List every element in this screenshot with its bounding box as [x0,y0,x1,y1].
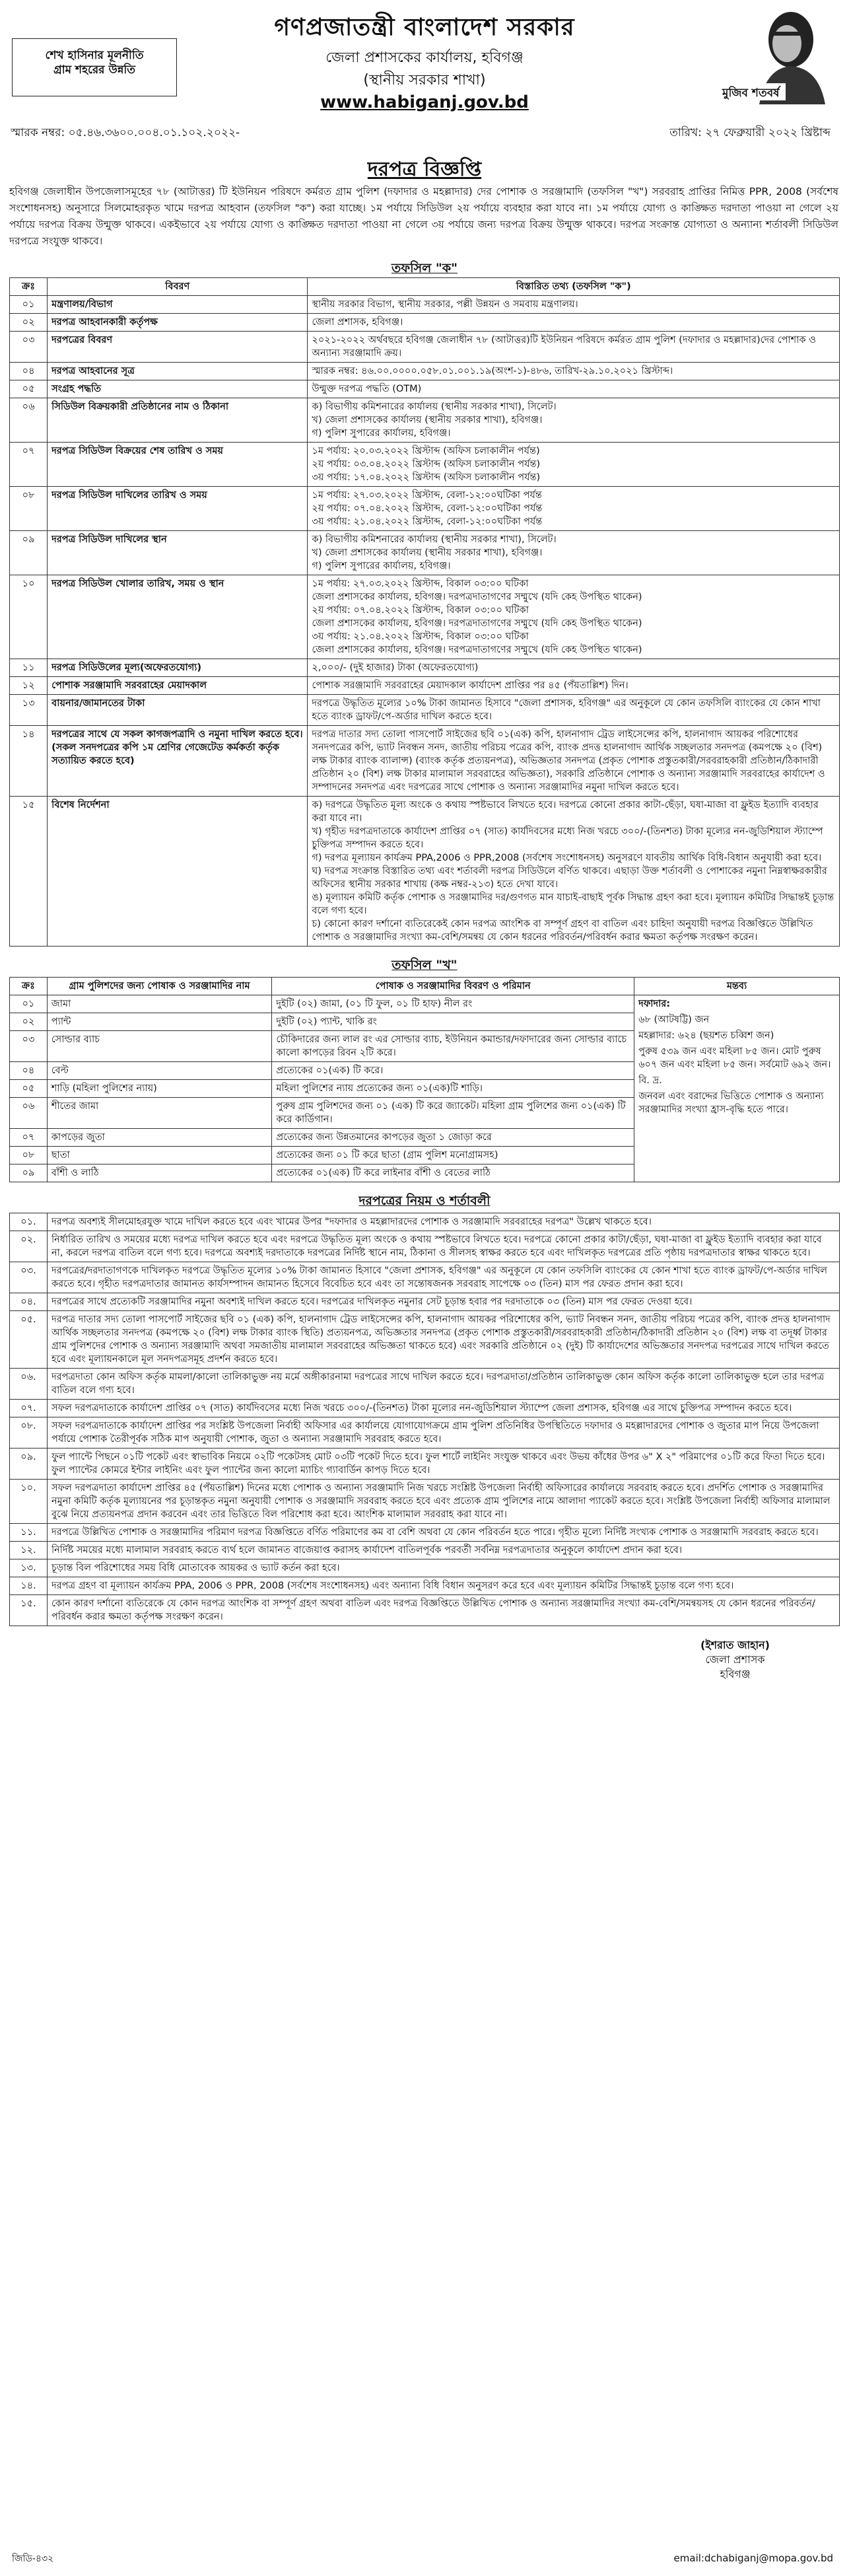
signatory-name: (ইশরাত জাহান) [700,1639,770,1651]
item-name: প্যান্ট [47,1013,272,1031]
terms-table [9,1213,840,1626]
terms-row [10,1311,840,1369]
row-details: ২,০০০/- (দুই হাজার) টাকা (অফেরতযোগ্য) [308,659,840,677]
website-link[interactable]: www.habiganj.gov.bd [320,92,529,112]
item-specification: চৌকিদারের জন্য লাল রং এর সোল্ডার ব্যাচ, ইউনিয়ন কমান্ডার/দফাদারের জন্য সোল্ডার ব্যাচে কালো কাপড়ের রিবন ২টি করে। [272,1031,634,1062]
terms-row [10,1369,840,1400]
schedule-b-title: তফসিল "খ" [391,958,458,972]
row-description: বিশেষ নির্দেশনা [48,797,308,947]
row-description: দরপত্র আহবানকারী কর্তৃপক্ষ [48,314,308,332]
remarks-title: দফাদার: [638,999,671,1009]
row-details: ২০২১-২০২২ অর্থবছরে হবিগঞ্জ জেলাধীন ৭৮ (আটাত্তর)টি ইউনিয়ন পরিষদে কর্মরত গ্রাম পুলিশ (দফাদার ও মহল্লাদার)দের পোশাক ও অন্যান্য সরঞ্জামাদি ক্রয়। [308,332,840,363]
row-details: ক) বিভাগীয় কমিশনারের কার্যালয় (স্থানীয় সরকার শাখা), সিলেট। খ) জেলা প্রশাসকের কার্যালয় (স্থানীয় সরকার শাখা), হবিগঞ্জ। গ) পুলিশ সুপারের কার্যালয়, হবিগঞ্জ। [308,398,840,443]
signature-block [700,1638,770,1682]
term-text: সফল দরপত্রদাতাকে কার্যাদেশ প্রাপ্তির ০৭ (সাত) কার্যদিবসের মধ্যে নিজ খরচে ৩০০/-(তিনশত) টাকা মূল্যের নন-জুডিশিয়াল স্ট্যাম্পে জেলা প্রশাসক, হবিগঞ্জ এর সাথে চুক্তিপত্র সম্পাদন করতে হবে। [48,1400,840,1417]
item-specification: প্রত্যেকের ০১(এক) টি করে লাইনার বাঁশী ও বেতের লাঠি [272,1164,634,1182]
row-description: বায়নার/জামানতের টাকা [48,695,308,726]
item-serial: ০৩ [10,1031,48,1062]
row-serial: ১১ [10,659,48,677]
schedule-a-row [10,797,840,947]
item-specification: মহিলা পুলিশের ন্যায় প্রত্যেকের জন্য ০১(এক)টি শাড়ি। [272,1080,634,1098]
item-serial: ০৯ [10,1164,48,1182]
term-number: ০২. [10,1231,48,1262]
schedule-a-row [10,659,840,677]
row-details: ক) বিভাগীয় কমিশনারের কার্যালয় (স্থানীয় সরকার শাখা), সিলেট। খ) জেলা প্রশাসকের কার্যালয় (স্থানীয় সরকার শাখা), হবিগঞ্জ। গ) পুলিশ সুপারের কার্যালয়, হবিগঞ্জ। [308,531,840,575]
schedule-a-row [10,398,840,443]
schedule-a-row [10,575,840,659]
row-details: উন্মুক্ত দরপত্র পদ্ধতি (OTM) [308,380,840,398]
schedule-a-row [10,332,840,363]
letterhead [0,0,849,139]
row-serial: ০৫ [10,380,48,398]
row-serial: ১০ [10,575,48,659]
term-text: দরপত্রের সাথে প্রত্যেকটি সরঞ্জামাদির নমুনা অবশ্যই দাখিল করতে হবে। দরপত্রের দাখিলকৃত নমুনার সেট চূড়ান্ত হবার পর দরদাতাকে ০৩ (তিন) মাস পর ফেরত দেওয়া হবে। [48,1293,840,1311]
schedule-a-row [10,726,840,797]
schedule-a-row [10,531,840,575]
office-name: জেলা প্রশাসকের কার্যালয়, হবিগঞ্জ [325,50,524,66]
row-description: মন্ত্রণালয়/বিভাগ [48,296,308,314]
row-serial: ০৩ [10,332,48,363]
gd-code: জিডি-৪৩২ [12,2554,54,2564]
term-text: নির্ধারিত তারিখ ও সময়ের মধ্যে দরপত্র দাখিল করতে হবে এবং দরপত্রে উদ্ধৃতিত মূল্য অংকে ও কথায় স্পষ্টভাবে লিখতে হবে। দরপত্রে কোনো প্রকার কাটা/ছেঁড়া, ঘষা-মাজা বা ফ্লুইড ইত্যাদি ব্যবহার করা যাবে না, করলে দরপত্র বাতিল বলে গণ্য হবে। দরপত্রে অবশ্যই দরদাতাকে দরপত্রের নির্দিষ্ট স্থানে নাম, ঠিকানা ও সীলসহ স্বাক্ষর করতে হবে এবং দাখিলকৃত দরপত্রের প্রতি পৃষ্ঠায় দরপত্রদাতার স্বাক্ষর থাকতে হবে। [48,1231,840,1262]
row-details: দরপত্র দাতার সদ্য তোলা পাসপোর্ট সাইজের ছবি ০১(এক) কপি, হালনাগাদ ট্রেড লাইসেন্সের কপি, হালনাগাদ আয়কর পরিশোধের সনদপত্রের কপি, ভ্যাট নিবন্ধন সনদ, জাতীয় পরিচয় পত্রের কপি, ব্যাংক প্রদত্ত হালনাগাদ আর্থিক সচ্ছলতার সনদপত্র (কমপক্ষে ২০ (বিশ) লক্ষ টাকার ব্যাংক ব্যালান্স) (ব্যাংক কর্তৃক প্রত্যয়নপত্র), অভিজ্ঞতার সনদপত্র (প্রকৃত পোশাক প্রস্তুতকারী/সরবরাহকারী প্রতিষ্ঠান/ঠিকাদারী প্রতিষ্ঠান ২০ (বিশ) লক্ষ টাকার মালামাল সরবরাহের অভিজ্ঞতা), সরকারি প্রতিষ্ঠানে পোশাক ও অন্যান্য সরঞ্জামাদি সরবরাহের কার্যাদেশ ও সম্পাদনের সনদপত্র এবং দরপত্রের সাথে পোশাক ও অন্যান্য সরঞ্জামাদির নমুনা দাখিল করতে হবে। [308,726,840,797]
row-description: দরপত্র সিডিউলের মূল্য(অফেরতযোগ্য) [48,659,308,677]
item-specification: প্রত্যেকের জন্য উন্নতমানের কাপড়ের জুতা ১ জোড়া করে [272,1129,634,1147]
government-title: গণপ্রজাতন্ত্রী বাংলাদেশ সরকার [274,14,575,41]
terms-row [10,1231,840,1262]
row-description: দরপত্রের সাথে যে সকল কাগজপত্রাদি ও নমুনা দাখিল করতে হবে। (সকল সনদপত্রের কপি ১ম শ্রেণির গেজেটেড কর্মকর্তা কর্তৃক সত্যায়িত করতে হবে) [48,726,308,797]
item-name: কাপড়ের জুতা [47,1129,272,1147]
item-serial: ০১ [10,995,48,1013]
slogan-line-2: গ্রাম শহরের উন্নতি [53,63,136,77]
schedule-a-header: বিবরণ [48,278,308,296]
term-text: দরপত্রের/দরদাতাগণকে দাখিলকৃত দরপত্রে উদ্ধৃতিত মূল্যের ১০% টাকা জামানত হিসাবে "জেলা প্রশাসক, হবিগঞ্জ" এর অনুকূলে যে কোন তফসিলি ব্যাংকের যে কোন শাখা হতে ব্যাংক ড্রাফট/পে-অর্ডার দাখিল করতে হবে। গৃহীত দরপত্রদাতার জামানত কার্যসম্পাদন জামানত হিসেবে বিবেচিত হবে এবং তা সন্তোষজনক সরবরাহ সাপেক্ষে ০৩ (তিন) মাস পর ফেরত প্রদান করা হবে। [48,1262,840,1293]
row-description: সংগ্রহ পদ্ধতি [48,380,308,398]
term-text: দরপত্র দাতার সদ্য তোলা পাসপোর্ট সাইজের ছবি ০১ (এক) কপি, হালনাগাদ ট্রেড লাইসেন্সের কপি, হালনাগাদ আয়কর পরিশোধের কপি, ভ্যাট নিবন্ধন সনদ, জাতীয় পরিচয় পত্রের কপি, ব্যাংক প্রদত্ত হালনাগাদ আর্থিক সচ্ছলতার সনদপত্র (কমপক্ষে ২০ (বিশ) লক্ষ টাকার ব্যাংক স্থিতি) প্রত্যয়নপত্র, অভিজ্ঞতার সনদপত্র (প্রকৃত পোশাক প্রস্তুতকারী/সরবরাহকারী প্রতিষ্ঠান/ঠিকাদারী প্রতিষ্ঠান ২০ (বিশ) লক্ষ বা তদূর্ধ্ব টাকার গ্রাম পুলিশদের পোশাক ও অন্যান্য সরঞ্জামাদি অথবা সমজাতীয় মালামাল সরবরাহের অভিজ্ঞতা থাকতে হবে) এবং সরকারি প্রতিষ্ঠানে ০২ (দুই) টি কার্যাদেশের অভিজ্ঞতার সনদপত্র দরপত্রের সাথে দাখিল করতে হবে এবং মূল্যায়নকালে মূল সনদপত্রসমূহ প্রদর্শন করতে হবে। [48,1311,840,1369]
remarks-line: পুরুষ ৫৩৯ জন এবং মহিলা ৮৫ জন। মোট পুরুষ ৬০৭ জন এবং মহিলা ৮৫ জন। সর্বমোট ৬৯২ জন। [638,1046,831,1070]
remarks-cell [634,995,840,1182]
term-number: ০৫. [10,1311,48,1369]
term-number: ০১. [10,1213,48,1231]
row-serial: ০৭ [10,443,48,487]
term-number: ১১. [10,1524,48,1542]
schedule-a-row [10,314,840,332]
schedule-b-table [9,977,840,1182]
row-details: ১ম পর্যায়: ২৭.০৩.২০২২ খ্রিস্টাব্দ, বেলা-১২:০০ঘটিকা পর্যন্ত ২য় পর্যায়: ০৭.০৪.২০২২ খ্রিস্টাব্দ, বেলা-১২:০০ঘটিকা পর্যন্ত ৩য় পর্যায়: ২১.০৪.২০২২ খ্রিস্টাব্দ, বেলা-১২:০০ঘটিকা পর্যন্ত [308,487,840,531]
term-number: ১৪. [10,1577,48,1595]
item-name: জামা [47,995,272,1013]
schedule-b-header: ক্রঃ [10,978,48,995]
term-number: ০৯. [10,1449,48,1480]
item-specification: প্রত্যেকের জন্য ০১ টি করে ছাতা (গ্রাম পুলিশ মনোগ্রামসহ) [272,1147,634,1164]
row-serial: ০২ [10,314,48,332]
term-text: দরপত্র গ্রহণ বা মূল্যায়ন কার্যক্রম PPA, 2006 ও PPR, 2008 (সর্বশেষ সংশোধনসহ) এবং অন্যান্য বিধি বিধান অনুসরণ করে হবে এবং মূল্যায়ন কমিটির সিদ্ধান্তই চূড়ান্ত বলে গণ্য হবে। [48,1577,840,1595]
item-name: বেল্ট [47,1062,272,1080]
term-text: দরপত্রে উল্লিখিত পোশাক ও সরঞ্জামাদির পরিমাণ দরপত্র বিজ্ঞপ্তিতে বর্ণিত পরিমাণের কম বা বেশি অথবা যে কোন পরিবর্তন হতে পারে। গৃহীত মূল্যে নির্দিষ্ট সংখ্যক পোশাক ও সরঞ্জামাদি সরবরাহ করতে হবে। [48,1524,840,1542]
item-specification: দুইটি (০২) জামা, (০১ টি ফুল, ০১ টি হাফ) নীল রং [272,995,634,1013]
remarks-line: বি. দ্র. [638,1075,662,1086]
terms-row [10,1400,840,1417]
item-serial: ০২ [10,1013,48,1031]
schedule-b-header: পোষাক ও সরঞ্জামাদির বিবরণ ও পরিমান [272,978,634,995]
remarks-line: জনবল এবং বরাদ্দের ভিত্তিতে পোশাক ও অন্যান্য সরঞ্জামাদির সংখ্যা হ্রাস-বৃদ্ধি হতে পারে। [638,1091,824,1115]
memo-number: স্মারক নম্বর: ০৫.৪৬.৩৬০০.০০৪.০১.১০২.২০২২- [11,126,240,139]
row-description: দরপত্র সিডিউল দাখিলের তারিখ ও সময় [48,487,308,531]
notice-title: দরপত্র বিজ্ঞপ্তি [367,158,482,181]
row-details: ১ম পর্যায়: ২৭.০৩.২০২২ খ্রিস্টাব্দ, বিকাল ০৩:০০ ঘটিকা জেলা প্রশাসকের কার্যালয়, হবিগঞ্জ। দরপত্রদাতাগণের সম্মুখে (যদি কেহ উপস্থিত থাকেন) ২য় পর্যায়: ০৭.০৪.২০২২ খ্রিস্টাব্দ, বিকাল ০৩:০০ ঘটিকা জেলা প্রশাসকের কার্যালয়, হবিগঞ্জ। দরপত্রদাতাগণের সম্মুখে (যদি কেহ উপস্থিত থাকেন) ৩য় পর্যায়: ২১.০৪.২০২২ খ্রিস্টাব্দ, বিকাল ০৩:০০ ঘটিকা জেলা প্রশাসকের কার্যালয়, হবিগঞ্জ। দরপত্রদাতাগণের সম্মুখে (যদি কেহ উপস্থিত থাকেন) [308,575,840,659]
term-text: নির্দিষ্ট সময়ের মধ্যে মালামাল সরবরাহ করতে ব্যর্থ হলে জামানত বাজেয়াপ্ত করাসহ কার্যাদেশ বাতিলপূর্বক পরবর্তী সর্বনিম্ন দরপত্রদাতার অনুকূলে কার্যাদেশ প্রদান করা হবে। [48,1542,840,1559]
terms-row [10,1595,840,1626]
item-serial: ০৮ [10,1147,48,1164]
row-description: দরপত্র আহবানের সূত্র [48,363,308,380]
row-serial: ১৫ [10,797,48,947]
schedule-b-header: গ্রাম পুলিশদের জন্য পোষাক ও সরঞ্জামাদির নাম [47,978,272,995]
logo-caption: মুজিব শতবর্ষ [722,87,780,100]
row-details: জেলা প্রশাসক, হবিগঞ্জ। [308,314,840,332]
schedule-a-row [10,380,840,398]
term-number: ১০. [10,1480,48,1524]
term-text: ফুল প্যান্টে পিছনে ০১টি পকেট এবং স্বাভাবিক নিয়মে ০২টি পকেটসহ মোট ০৩টি পকেট দিতে হবে। ফুল শার্টে লাইনিং সংযুক্ত থাকবে এবং উভয় কাঁধের উপর ৬" X ২" পরিমাপের ০১টি করে ফিতা দিতে হবে। ফুল প্যান্টের কোমরে ইন্টার লাইনিং এবং ফুল প্যান্টের জন্য কালো ম্যাচিং গ্যাবার্ডিন কাপড় দিতে হবে। [48,1449,840,1480]
term-number: ০৩. [10,1262,48,1293]
schedule-a-table [9,277,840,947]
item-name: শীতের জামা [47,1098,272,1129]
term-text: চূড়ান্ত বিল পরিশোধের সময় বিধি মোতাবেক আয়কর ও ভ্যাট কর্তন করা হবে। [48,1559,840,1577]
terms-row [10,1293,840,1311]
terms-row [10,1262,840,1293]
row-serial: ০৪ [10,363,48,380]
terms-row [10,1524,840,1542]
item-specification: পুরুষ গ্রাম পুলিশদের জন্য ০১ (এক) টি করে জ্যাকেট। মহিলা গ্রাম পুলিশের জন্য ০১(এক) টি করে কার্ডিগান। [272,1098,634,1129]
row-details: পোশাক সরঞ্জামাদি সরবরাহের মেয়াদকাল কার্যাদেশ প্রাপ্তির পর ৪৫ (পঁয়তাল্লিশ) দিন। [308,677,840,695]
schedule-a-header: বিস্তারিত তথ্য (তফসিল "ক") [308,278,840,296]
signatory-designation: জেলা প্রশাসক [705,1653,765,1666]
term-text: দরপত্রদাতা কোন অফিস কর্তৃক মামলা/কালো তালিকাভুক্ত নয় মর্মে অঙ্গীকারনামা দরপত্রের সাথে দাখিল করতে হবে। দরপত্রদাতা/প্রতিষ্ঠান তালিকাভুক্ত কোন অফিস কর্তৃক কালো তালিকাভুক্ত হলে তার দরপত্র বাতিল বলে গণ্য হবে। [48,1369,840,1400]
schedule-a-row [10,487,840,531]
row-serial: ১২ [10,677,48,695]
schedule-b-row [10,995,840,1013]
term-number: ১২. [10,1542,48,1559]
row-details: ক) দরপত্রে উদ্ধৃতিত মূল্য অংকে ও কথায় স্পষ্টভাবে লিখতে হবে। দরপত্রে কোনো প্রকার কাটা-ছেঁড়া, ঘষা-মাজা বা ফ্লুইড ইত্যাদি ব্যবহার করা যাবে না। খ) গৃহীত দরপত্রদাতাকে কার্যাদেশ প্রাপ্তির ০৭ (সাত) কার্যদিবসের মধ্যে নিজ খরচে ৩০০/-(তিনশত) টাকা মূল্যের নন-জুডিশিয়াল স্ট্যাম্পে চুক্তিপত্র সম্পাদন করতে হবে। গ) দরপত্র মূল্যায়ন কার্যক্রম PPA,2006 ও PPR,2008 (সর্বশেষ সংশোধনসহ) অনুসরণে যাবতীয় আর্থিক বিধি-বিধান অনুযায়ী করা হবে। ঘ) দরপত্র সংক্রান্ত বিস্তারিত তথ্য এবং শর্তাবলী দরপত্র সিডিউলে বর্ণিত থাকবে। এছাড়া উক্ত শর্তাবলী ও পোশাকের নমুনা নিম্নস্বাক্ষরকারীর অফিসের স্থানীয় সরকার শাখায় (কক্ষ নম্বর-২১৩) হতে দেখা যাবে। ঙ) মূল্যায়ন কমিটি কর্তৃক পোশাক ও সরঞ্জামাদির দর/গুণগত মান যাচাই-বাছাই পূর্বক সিদ্ধান্ত গ্রহণ করা হবে। মূল্যায়ন কমিটির সিদ্ধান্তই চূড়ান্ত বলে গণ্য হবে। চ) কোনো কারণ দর্শানো ব্যতিরেকেই কোন দরপত্র আংশিক বা সম্পূর্ণ গ্রহণ বা বাতিল এবং চাহিদা অনুযায়ী দরপত্র বিজ্ঞপ্তিতে উল্লিখিত পোশাক ও সরঞ্জামাদির সংখ্যা কম-বেশি/সমন্বয় যে কোন ধরনের পরিবর্তন/পরিবর্ধন করার ক্ষমতা কর্তৃপক্ষ সংরক্ষণ করেন। [308,797,840,947]
row-details: স্থানীয় সরকার বিভাগ, স্থানীয় সরকার, পল্লী উন্নয়ন ও সমবায় মন্ত্রণালয়। [308,296,840,314]
item-serial: ০৪ [10,1062,48,1080]
term-number: ০৪. [10,1293,48,1311]
mujib-borsho-logo-icon [713,5,832,104]
schedule-a-row [10,296,840,314]
item-name: ছাতা [47,1147,272,1164]
terms-row [10,1213,840,1231]
remarks-line: ৬৮ (আটষট্টি) জন [638,1015,710,1025]
row-description: সিডিউল বিক্রয়কারী প্রতিষ্ঠানের নাম ও ঠিকানা [48,398,308,443]
term-number: ০৭. [10,1400,48,1417]
row-description: দরপত্র সিডিউল দাখিলের স্থান [48,531,308,575]
row-serial: ০১ [10,296,48,314]
notice-date: তারিখ: ২৭ ফেব্রুয়ারী ২০২২ খ্রিষ্টাব্দ [669,126,831,139]
term-text: দরপত্র অবশ্যই সীলমোহরযুক্ত খামে দাখিল করতে হবে এবং খামের উপর "দফাদার ও মহল্লাদারদের পোশাক ও সরঞ্জামাদি সরবরাহের দরপত্র" উল্লেখ থাকতে হবে। [48,1213,840,1231]
item-name: বাঁশী ও লাঠি [47,1164,272,1182]
row-serial: ০৮ [10,487,48,531]
schedule-b-header: মন্তব্য [634,978,840,995]
contact-email[interactable]: email:dchabiganj@mopa.gov.bd [673,2552,833,2564]
row-serial: ১৪ [10,726,48,797]
term-text: কোন কারণ দর্শানো ব্যতিরেকে যে কোন দরপত্র আংশিক বা সম্পূর্ণ গ্রহণ অথবা বাতিল এবং দরপত্র বিজ্ঞপ্তিতে উল্লিখিত পোশাক ও অন্যান্য সরঞ্জামাদির সংখ্যা কম-বেশি/সমন্বয়সহ যে কোন ধরনের পরিবর্তন/পরিবর্ধন করার ক্ষমতা কর্তৃপক্ষ সংরক্ষণ করেন। [48,1595,840,1626]
terms-row [10,1542,840,1559]
schedule-a-row [10,443,840,487]
row-details: ১ম পর্যায়: ২০.০৩.২০২২ খ্রিস্টাব্দ (অফিস চলাকালীন পর্যন্ত) ২য় পর্যায়: ০৩.০৪.২০২২ খ্রিস্টাব্দ (অফিস চলাকালীন পর্যন্ত) ৩য় পর্যায়: ১৭.০৪.২০২২ খ্রিস্টাব্দ (অফিস চলাকালীন পর্যন্ত) [308,443,840,487]
schedule-a-title: তফসিল "ক" [391,261,458,275]
row-serial: ১৩ [10,695,48,726]
terms-row [10,1480,840,1524]
item-serial: ০৭ [10,1129,48,1147]
terms-row [10,1449,840,1480]
schedule-a-row [10,363,840,380]
row-details: স্মারক নম্বর: ৪৬.০০.০০০০.০৫৮.০১.০০১.১৯(অংশ-১)-৪৮৬, তারিখ-২৯.১০.২০২১ খ্রিস্টাব্দ। [308,363,840,380]
item-name: শাড়ি (মহিলা পুলিশের ন্যায়) [47,1080,272,1098]
term-text: সফল দরপত্রদাতাকে কার্যাদেশ প্রাপ্তির পর সংশ্লিষ্ট উপজেলা নির্বাহী অফিসার এর কার্যালয়ে যোগাযোগক্রমে গ্রাম পুলিশ প্রতিনিধির উপস্থিতিতে দফাদার ও মহল্লাদারদের পোশাক ও জুতার মাপ নিয়ে উপজেলা পর্যায়ে পোশাক তৈরীপূর্বক সঠিক মাপ অনুযায়ী পোশাক, জুতা ও অন্যান্য সরঞ্জামাদি সরবরাহ করতে হবে। [48,1417,840,1449]
item-name: সোল্ডার ব্যাচ [47,1031,272,1062]
row-description: দরপত্রের বিবরণ [48,332,308,363]
schedule-a-header: ক্রঃ [10,278,48,296]
row-serial: ০৬ [10,398,48,443]
row-serial: ০৯ [10,531,48,575]
terms-row [10,1559,840,1577]
term-number: ০৮. [10,1417,48,1449]
item-serial: ০৫ [10,1080,48,1098]
signatory-place: হবিগঞ্জ [720,1668,751,1680]
term-number: ১৫. [10,1595,48,1626]
terms-row [10,1577,840,1595]
row-description: পোশাক সরঞ্জামাদি সরবরাহের মেয়াদকাল [48,677,308,695]
term-number: ১৩. [10,1559,48,1577]
row-description: দরপত্র সিডিউল বিক্রয়ের শেষ তারিখ ও সময় [48,443,308,487]
term-number: ০৬. [10,1369,48,1400]
slogan-line-1: শেখ হাসিনার মূলনীতি [45,49,144,62]
intro-paragraph: হবিগঞ্জ জেলাধীন উপজেলাসমূহের ৭৮ (আটাত্তর) টি ইউনিয়ন পরিষদে কর্মরত গ্রাম পুলিশ (দফাদার ও মহল্লাদার) দের পোশাক ও সরঞ্জামাদি (তফসিল "খ") সরবরাহ প্রাপ্তির নিমিত্ত PPR, 2008 (সর্বশেষ সংশোধনসহ) অনুসারে সিলমোহরকৃত খামে দরপত্র আহবান (তফসিল "ক") করা যাচ্ছে। ১ম পর্যায়ে সিডিউল ২য় পর্যায়ে ব্যবহার করা যাবে না। ১ম পর্যায়ে যোগ্য ও কাঙ্ক্ষিত দরদাতা পাওয়া না গেলে ২য় পর্যায়ে দরপত্র বিক্রয় উন্মুক্ত থাকবে। একইভাবে ২য় পর্যায়ে যোগ্য ও কাঙ্ক্ষিত দরদাতা পাওয়া না গেলে ৩য় পর্যায়ে জন্য দরপত্র বিক্রয় উন্মুক্ত থাকবে। দরপত্র সংক্রান্ত যোগ্যতা ও অন্যান্য শর্তাবলী সিডিউল দরপত্রে সংযুক্ত থাকবে। [9,186,838,247]
item-serial: ০৬ [10,1098,48,1129]
branch-name: (স্থানীয় সরকার শাখা) [363,72,486,89]
row-details: দরপত্রে উদ্ধৃতিত মূল্যের ১০% টাকা জামানত হিসাবে "জেলা প্রশাসক, হবিগঞ্জ" এর অনুকূলে যে কোন তফসিলি ব্যাংকের যে কোন শাখা হতে ব্যাংক ড্রাফট/পে-অর্ডার দাখিল করতে হবে। [308,695,840,726]
row-description: দরপত্র সিডিউল খোলার তারিখ, সময় ও স্থান [48,575,308,659]
terms-title: দরপত্রের নিয়ম ও শর্তাবলী [358,1194,491,1208]
remarks-line: মহল্লাদার: ৬২৪ (ছয়শত চব্বিশ জন) [638,1030,774,1041]
item-specification: দুইটি (০২) প্যান্ট, খাকি রং [272,1013,634,1031]
term-text: সফল দরপত্রদাতা কার্যাদেশ প্রাপ্তির ৪৫ (পঁয়তাল্লিশ) দিনের মধ্যে পোশাক ও অন্যান্য সরঞ্জামাদি নিজ খরচে সংশ্লিষ্ট উপজেলা নির্বাহী অফিসারের কার্যালয়ে সরবরাহ করতে হবে। প্রদর্শিত পোশাক ও সরঞ্জামাদির নমুনা কমিটি কর্তৃক মূল্যায়নের পর চূড়ান্তকৃত নমুনা অনুযায়ী পোশাক ও সরঞ্জামাদি সরবরাহ করতে হবে এবং প্রত্যেক গ্রাম পুলিশের নামে আলাদা প্যাকেট করতে হবে। সংশ্লিষ্ট উপজেলা নির্বাহী অফিসার মালামাল বুঝে নিয়ে প্রত্যয়নপত্র প্রদান করবেন এবং তার ভিত্তিতে বিল পরিশোধ করা হবে। আংশিক মালামাল সরবরাহ করা যাবে না। [48,1480,840,1524]
schedule-a-row [10,677,840,695]
schedule-a-row [10,695,840,726]
terms-row [10,1417,840,1449]
item-specification: প্রত্যেকের ০১(এক) টি করে। [272,1062,634,1080]
